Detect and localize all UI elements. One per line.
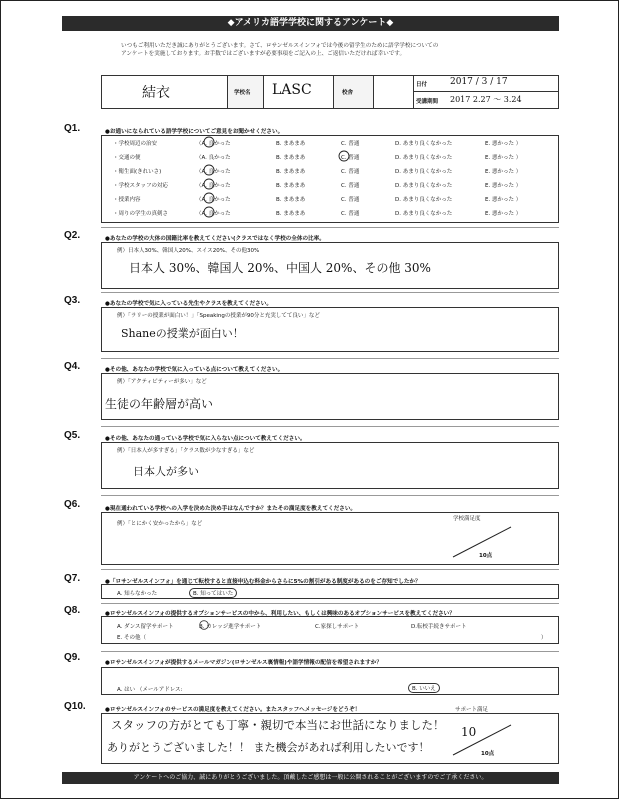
q1-row-2-option-c[interactable]: C. 普通 (341, 155, 360, 161)
q9-option-a[interactable]: A. はい （メールアドレス: (117, 687, 183, 693)
period-value: 2017 2.27 〜 3.24 (450, 95, 522, 104)
q1-number: Q1. (64, 123, 81, 134)
info-table (101, 75, 559, 109)
q1-row-3-option-b[interactable]: B. まあまあ (276, 169, 306, 175)
q1-row-3-option-e[interactable]: E. 悪かった ） (485, 169, 522, 175)
campus-label: 校舎 (342, 90, 354, 96)
name-value: 結衣 (142, 85, 170, 101)
q9-option-b[interactable]: B. いいえ (408, 683, 440, 693)
q1-row-1-option-e[interactable]: E. 悪かった ） (485, 141, 522, 147)
q5-number: Q5. (64, 430, 81, 441)
q1-row-5-item: ・授業内容 (113, 197, 141, 203)
campus-cell (374, 76, 414, 108)
q1-row-5-option-d[interactable]: D. あまり良くなかった (395, 197, 453, 203)
q1-row-2-option-a[interactable]: （A. 良かった (196, 155, 231, 161)
school-label: 学校名 (234, 90, 251, 96)
q3-answer: Shaneの授業が面白い！ (121, 327, 244, 340)
date-label: 日付 (416, 82, 428, 88)
school-label-cell (228, 76, 264, 108)
q1-question: ●お通いになられている語学学校についてご意見をお聞かせください。 (105, 129, 284, 135)
q6-example: 例）「とにかく安かったから」など (117, 521, 203, 527)
q2-question: ●あなたの学校の大体の国籍比率を教えてください(クラスではなく学校の全体の比率。 (105, 236, 325, 242)
q10-answer-line-2: ありがとうございました！！ また機会があれば利用したいです！ (107, 741, 430, 754)
q10-answer-line-1: スタッフの方がとても丁寧・親切で本当にお世話になりました！ (111, 718, 445, 732)
q10-score-value: 10 (461, 725, 477, 739)
q10-score-max: 10点 (481, 751, 495, 757)
q4-question: ●その他、あなたの学校で気に入っている点について教えてください。 (105, 367, 284, 373)
q1-row-3-option-c[interactable]: C. 普通 (341, 169, 360, 175)
campus-label-cell (334, 76, 374, 108)
divider (101, 358, 559, 359)
name-cell (102, 76, 228, 108)
date-value: 2017 / 3 / 17 (450, 77, 508, 87)
footer: アンケートへのご協力、誠にありがとうございました。頂戴したご感想は一般に公開されることがございますのでご了承ください。 (62, 772, 559, 784)
q7-number: Q7. (64, 573, 81, 584)
q9-number: Q9. (64, 652, 81, 663)
q8-option-b[interactable]: B. カレッジ進学サポート (199, 624, 262, 630)
q2-answer: 日本人 30%、韓国人 20%、中国人 20%、その他 30% (129, 261, 431, 275)
q1-row-5-option-a[interactable]: （A. 良かった (196, 197, 231, 203)
q8-number: Q8. (64, 605, 81, 616)
q1-row-4-option-b[interactable]: B. まあまあ (276, 183, 306, 189)
q8-option-d[interactable]: D.転校手続きサポート (411, 624, 467, 630)
divider (101, 651, 559, 652)
q3-example: 例）「ラリーの授業が面白い！」「Speakingの授業が90分と充実してて良い」など (117, 313, 320, 319)
q1-row-6-option-c[interactable]: C. 普通 (341, 211, 360, 217)
q1-row-5-option-b[interactable]: B. まあまあ (276, 197, 306, 203)
q1-row-6-item: ・周りの学生の真剣さ (113, 211, 169, 217)
q1-row-3-option-d[interactable]: D. あまり良くなかった (395, 169, 453, 175)
q9-question: ●ロサンゼルスインフォが提供するメールマガジン(ロサンゼルス裏情報)や語学情報の配信を希望されますか？ (105, 660, 382, 666)
q6-score-max: 10点 (479, 553, 493, 559)
q1-row-5-selected-mark (203, 192, 215, 204)
q2-example: 例）日本人30%、韓国人20%、スイス20%、その他30% (117, 248, 260, 254)
q1-row-6-option-b[interactable]: B. まあまあ (276, 211, 306, 217)
q1-row-3-selected-mark (203, 164, 215, 176)
q10-number: Q10. (64, 701, 86, 712)
intro-line-2: アンケートを実施しております。お手数ではございますが必要事項をご記入の上、ご返信いただければ幸いです。 (121, 51, 406, 57)
divider (101, 495, 559, 496)
q1-row-2-option-d[interactable]: D. あまり良くなかった (395, 155, 453, 161)
q4-number: Q4. (64, 361, 81, 372)
divider (101, 227, 559, 228)
q1-row-6-option-a[interactable]: （A. 良かった (196, 211, 231, 217)
q4-example: 例）「アクティビティーが多い」など (117, 379, 207, 385)
q1-row-1-option-a[interactable]: （A. 良かった (196, 141, 231, 147)
divider (101, 603, 559, 604)
q1-row-6-option-d[interactable]: D. あまり良くなかった (395, 211, 453, 217)
q1-row-4-option-c[interactable]: C. 普通 (341, 183, 360, 189)
intro-text (121, 42, 561, 58)
divider (101, 426, 559, 427)
q1-row-4-option-e[interactable]: E. 悪かった ） (485, 183, 522, 189)
q1-row-6-option-e[interactable]: E. 悪かった ） (485, 211, 522, 217)
q7-option-a[interactable]: A. 知らなかった (117, 591, 158, 597)
q5-answer: 日本人が多い (133, 465, 199, 478)
q8-option-a[interactable]: A. ダンス留学サポート (117, 624, 174, 630)
q8-box (101, 616, 559, 644)
q1-row-4-option-a[interactable]: （A. 良かった (196, 183, 231, 189)
period-label: 受講期間 (416, 99, 439, 105)
q8-question: ●ロサンゼルスインフォの提供するオプションサービスの中から、利用したい、もしくは興味のあるオプションサービスを教えてください？ (105, 611, 455, 617)
q1-row-1-option-b[interactable]: B. まあまあ (276, 141, 306, 147)
q1-row-4-selected-mark (203, 178, 215, 190)
q6-score-label: 学校満足度 (453, 516, 481, 522)
q7-question: ●「ロサンゼルスインフォ」を通じて転校すると直接申込む料金からさらに5%の割引がある制度があるのをご存知でしたか？ (105, 579, 421, 585)
survey-title: ◆アメリカ語学学校に関するアンケート◆ (62, 16, 559, 31)
q5-example: 例）「日本人が多すぎる」「クラス数が少なすぎる」など (117, 448, 255, 454)
q1-row-2-option-e[interactable]: E. 悪かった ） (485, 155, 522, 161)
date-cell (414, 76, 558, 108)
q1-row-6-selected-mark (203, 206, 215, 218)
q1-row-1-selected-mark (203, 136, 215, 148)
q10-score-label: サポート満足 (455, 707, 489, 713)
q5-question: ●その他、あなたの通っている学校で気に入らない点について教えてください。 (105, 436, 306, 442)
q1-row-4-item: ・学校スタッフの対応 (113, 183, 169, 189)
q6-number: Q6. (64, 499, 81, 510)
divider (101, 569, 559, 570)
intro-line-1: いつもご利用いただき誠にありがとうございます。さて、ロサンゼルスインフォでは今後の留学生のために語学学校についての (121, 43, 439, 49)
q1-row-3-option-a[interactable]: （A. 良かった (196, 169, 231, 175)
q3-question: ●あなたの学校で気に入っている先生やクラスを教えてください。 (105, 301, 272, 307)
q1-row-4-option-d[interactable]: D. あまり良くなかった (395, 183, 453, 189)
q1-row-2-item: ・交通の便 (113, 155, 141, 161)
q7-box (101, 584, 559, 599)
q1-row-1-item: ・学校周辺の治安 (113, 141, 158, 147)
q1-row-2-selected-mark (338, 150, 350, 162)
q6-question: ●現在通われている学校への入学を決めた決め手はなんですか？またその満足度を教えてください。 (105, 506, 357, 512)
q1-row-5-option-c[interactable]: C. 普通 (341, 197, 360, 203)
q8-option-b-circle (199, 620, 209, 630)
q1-row-2-option-b[interactable]: B. まあまあ (276, 155, 306, 161)
school-cell (264, 76, 334, 108)
q4-answer: 生徒の年齢層が高い (105, 397, 214, 411)
q2-number: Q2. (64, 230, 81, 241)
date-divider (414, 91, 558, 92)
q7-option-b[interactable]: B. 知ってはいた (189, 588, 237, 598)
q10-question: ●ロサンゼルスインフォのサービスの満足度を教えてください。またスタッフへメッセージをどうぞ！ (105, 707, 361, 713)
q8-option-c[interactable]: C.家探しサポート (315, 624, 360, 630)
q1-row-1-option-d[interactable]: D. あまり良くなかった (395, 141, 453, 147)
q3-number: Q3. (64, 295, 81, 306)
school-value: LASC (272, 82, 312, 98)
q1-row-3-item: ・衛生面(きれいさ) (113, 169, 162, 175)
q1-row-5-option-e[interactable]: E. 悪かった ） (485, 197, 522, 203)
divider (101, 292, 559, 293)
q8-option-e[interactable]: E. その他（ (117, 635, 146, 641)
q8-option-e-close: ） (541, 635, 547, 641)
q1-row-1-option-c[interactable]: C. 普通 (341, 141, 360, 147)
